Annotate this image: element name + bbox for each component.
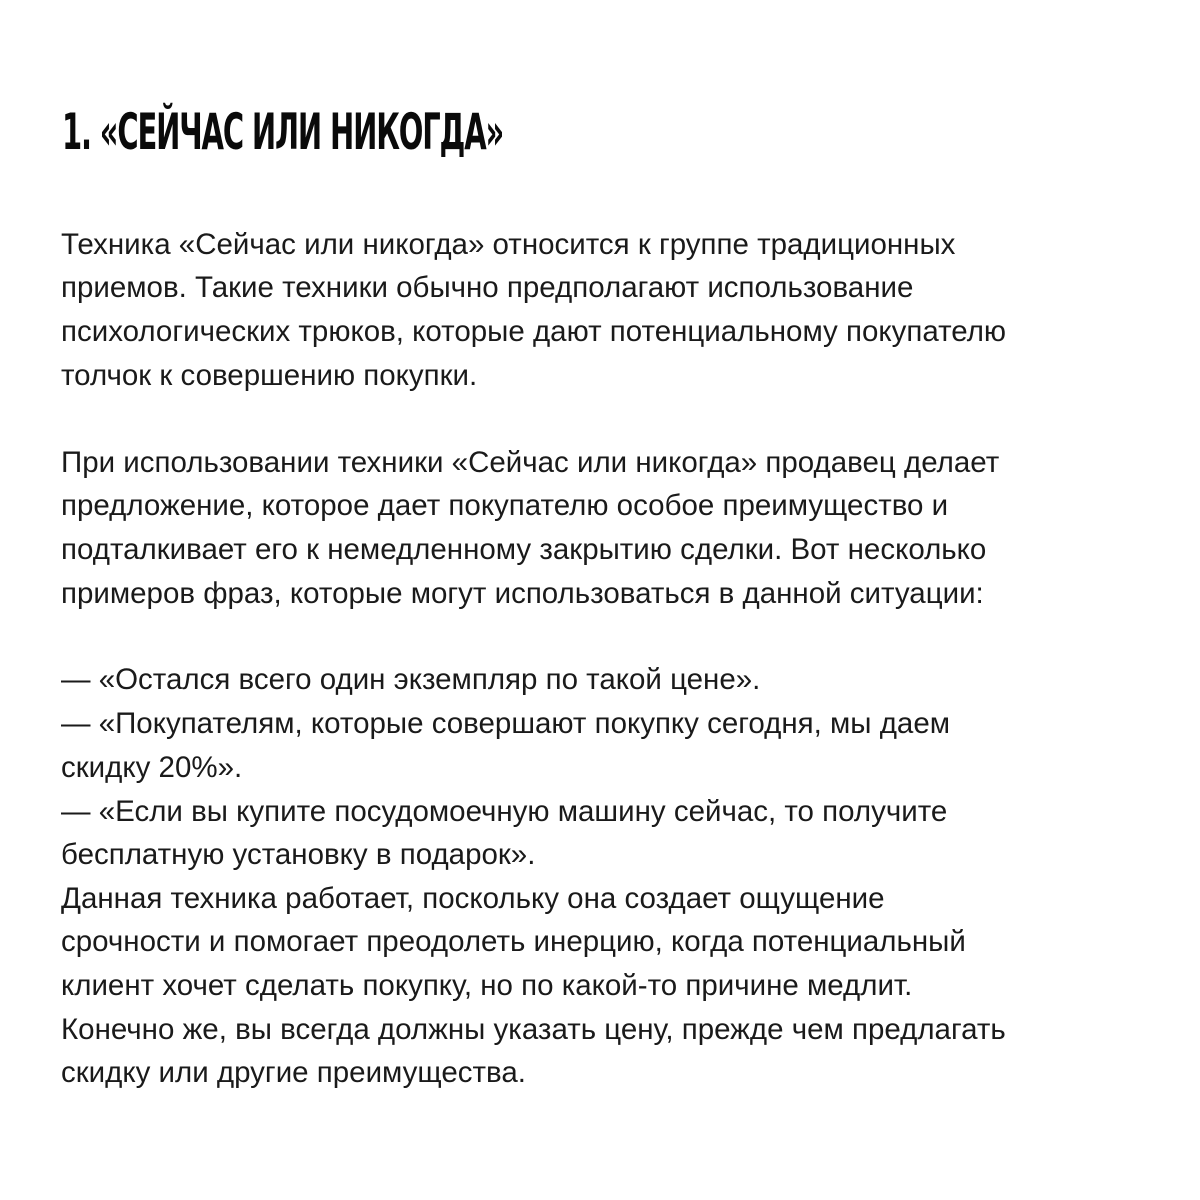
example-item: — «Если вы купите посудомоечную машину сейчас, то получите [61,795,948,828]
conclusion-line: Данная техника работает, поскольку она создает ощущение [61,882,885,915]
usage-line: примеров фраз, которые могут использоваться в данной ситуации: [61,577,984,610]
intro-line: Техника «Сейчас или никогда» относится к группе традиционных [61,228,956,261]
conclusion-line: срочности и помогает преодолеть инерцию, когда потенциальный [61,925,966,958]
example-item: — «Покупателям, которые совершают покупку сегодня, мы даем [61,707,951,740]
conclusion-line: клиент хочет сделать покупку, но по какой-то причине медлит. [61,969,913,1002]
page-title: 1. «СЕЙЧАС ИЛИ НИКОГДА» [62,103,504,161]
example-item-continuation: скидку 20%». [61,751,243,784]
usage-line: подталкивает его к немедленному закрытию сделки. Вот несколько [61,533,987,566]
usage-line: предложение, которое дает покупателю особое преимущество и [61,489,949,522]
conclusion-line: Конечно же, вы всегда должны указать цену, прежде чем предлагать [61,1013,1006,1046]
example-item-continuation: бесплатную установку в подарок». [61,838,536,871]
example-item: — «Остался всего один экземпляр по такой цене». [61,663,761,696]
intro-line: психологических трюков, которые дают потенциальному покупателю [61,315,1007,348]
intro-line: толчок к совершению покупки. [61,359,478,392]
intro-line: приемов. Такие техники обычно предполагают использование [61,271,914,304]
conclusion-line: скидку или другие преимущества. [61,1056,526,1089]
usage-line: При использовании техники «Сейчас или никогда» продавец делает [61,446,1000,479]
